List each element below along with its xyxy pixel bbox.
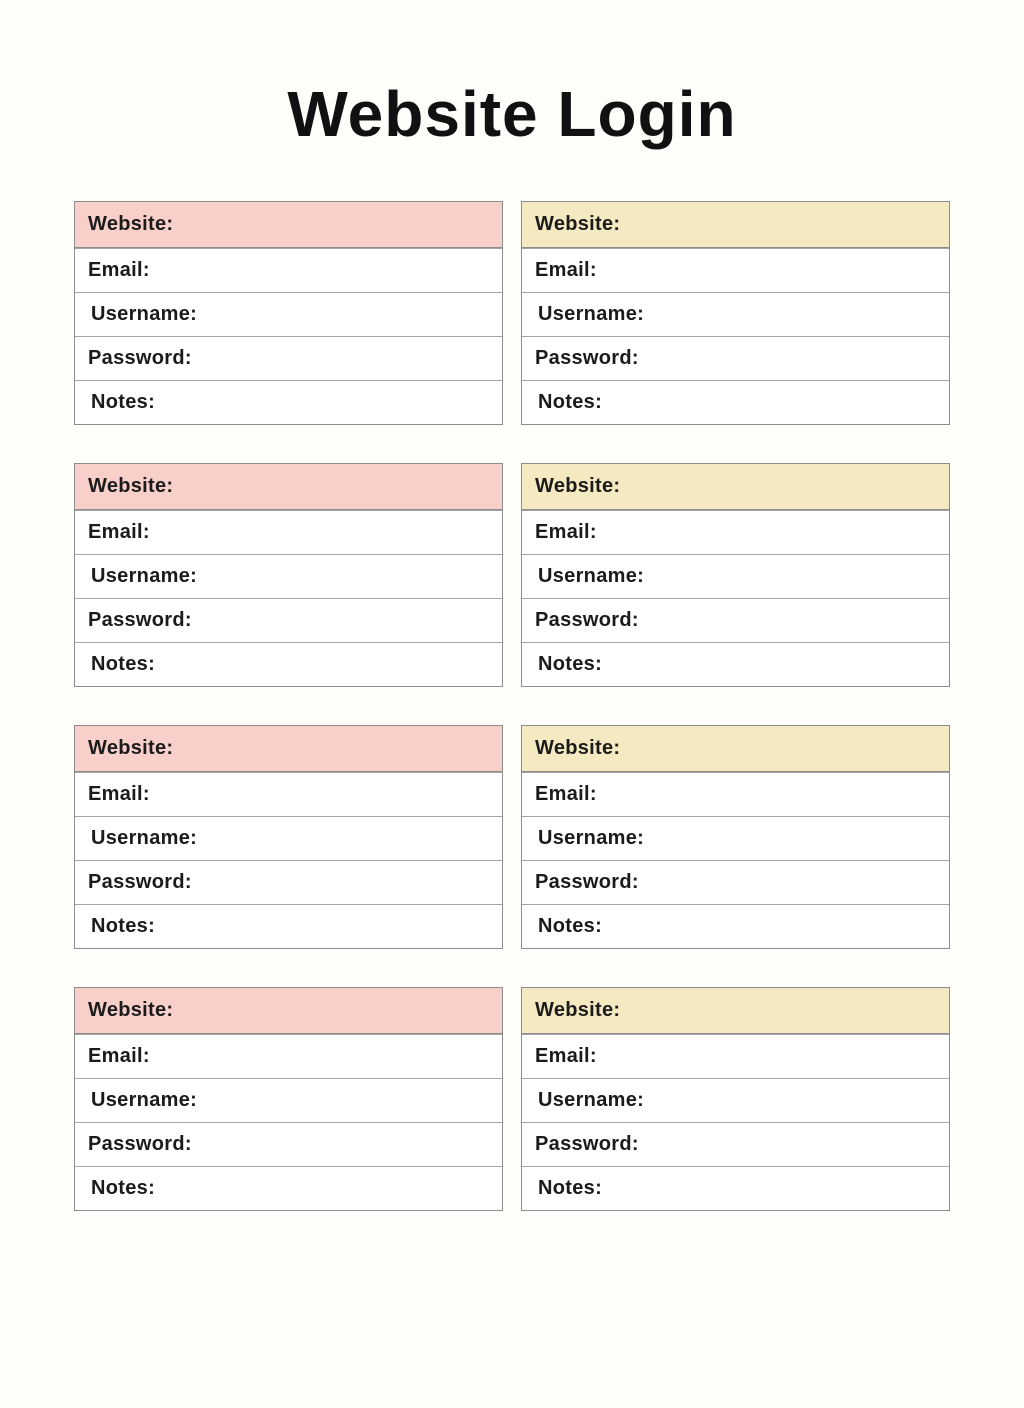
login-card <box>74 987 503 1211</box>
field-row-notes <box>75 1166 502 1210</box>
field-row-password <box>522 598 949 642</box>
email-label: Email: <box>535 521 597 543</box>
field-row-notes <box>75 642 502 686</box>
password-label: Password: <box>535 871 639 893</box>
email-label: Email: <box>535 259 597 281</box>
login-card <box>521 987 950 1211</box>
notes-label: Notes: <box>538 1177 603 1199</box>
field-row-notes <box>75 904 502 948</box>
notes-label: Notes: <box>91 391 156 413</box>
field-row-notes <box>522 380 949 424</box>
field-row-email <box>75 248 502 292</box>
field-row-notes <box>522 904 949 948</box>
notes-label: Notes: <box>538 653 603 675</box>
password-label: Password: <box>88 871 192 893</box>
field-row-password <box>522 336 949 380</box>
email-label: Email: <box>88 521 150 543</box>
website-label: Website: <box>535 999 621 1021</box>
password-label: Password: <box>88 1133 192 1155</box>
email-label: Email: <box>88 1045 150 1067</box>
website-label: Website: <box>88 213 174 235</box>
username-label: Username: <box>538 303 645 325</box>
website-label: Website: <box>535 213 621 235</box>
website-header-row <box>75 202 502 248</box>
password-label: Password: <box>535 1133 639 1155</box>
password-label: Password: <box>535 347 639 369</box>
login-card <box>521 201 950 425</box>
page-title: Website Login <box>287 78 737 150</box>
field-row-username <box>75 816 502 860</box>
username-label: Username: <box>91 565 198 587</box>
notes-label: Notes: <box>538 915 603 937</box>
username-label: Username: <box>538 565 645 587</box>
field-row-password <box>522 1122 949 1166</box>
field-row-email <box>522 510 949 554</box>
website-header-row <box>522 464 949 510</box>
email-label: Email: <box>535 783 597 805</box>
field-row-username <box>75 554 502 598</box>
field-row-password <box>75 336 502 380</box>
website-label: Website: <box>535 475 621 497</box>
field-row-notes <box>75 380 502 424</box>
field-row-notes <box>522 642 949 686</box>
field-row-notes <box>522 1166 949 1210</box>
field-row-username <box>75 292 502 336</box>
website-label: Website: <box>88 475 174 497</box>
website-label: Website: <box>88 737 174 759</box>
website-header-row <box>522 726 949 772</box>
email-label: Email: <box>88 783 150 805</box>
website-label: Website: <box>88 999 174 1021</box>
notes-label: Notes: <box>538 391 603 413</box>
field-row-username <box>522 1078 949 1122</box>
login-card <box>74 463 503 687</box>
field-row-password <box>522 860 949 904</box>
username-label: Username: <box>91 827 198 849</box>
website-header-row <box>75 988 502 1034</box>
website-header-row <box>522 988 949 1034</box>
password-label: Password: <box>88 347 192 369</box>
username-label: Username: <box>91 303 198 325</box>
field-row-email <box>522 1034 949 1078</box>
login-card <box>521 725 950 949</box>
field-row-username <box>522 554 949 598</box>
login-cards-grid <box>74 201 950 1211</box>
username-label: Username: <box>538 1089 645 1111</box>
field-row-email <box>75 1034 502 1078</box>
website-header-row <box>75 726 502 772</box>
field-row-email <box>75 510 502 554</box>
password-label: Password: <box>535 609 639 631</box>
email-label: Email: <box>88 259 150 281</box>
field-row-password <box>75 1122 502 1166</box>
website-header-row <box>75 464 502 510</box>
website-label: Website: <box>535 737 621 759</box>
notes-label: Notes: <box>91 1177 156 1199</box>
field-row-email <box>75 772 502 816</box>
field-row-email <box>522 248 949 292</box>
password-label: Password: <box>88 609 192 631</box>
notes-label: Notes: <box>91 653 156 675</box>
notes-label: Notes: <box>91 915 156 937</box>
field-row-password <box>75 860 502 904</box>
field-row-username <box>522 292 949 336</box>
website-header-row <box>522 202 949 248</box>
username-label: Username: <box>91 1089 198 1111</box>
login-card <box>74 201 503 425</box>
email-label: Email: <box>535 1045 597 1067</box>
field-row-username <box>522 816 949 860</box>
field-row-username <box>75 1078 502 1122</box>
login-card <box>521 463 950 687</box>
username-label: Username: <box>538 827 645 849</box>
field-row-password <box>75 598 502 642</box>
field-row-email <box>522 772 949 816</box>
login-card <box>74 725 503 949</box>
